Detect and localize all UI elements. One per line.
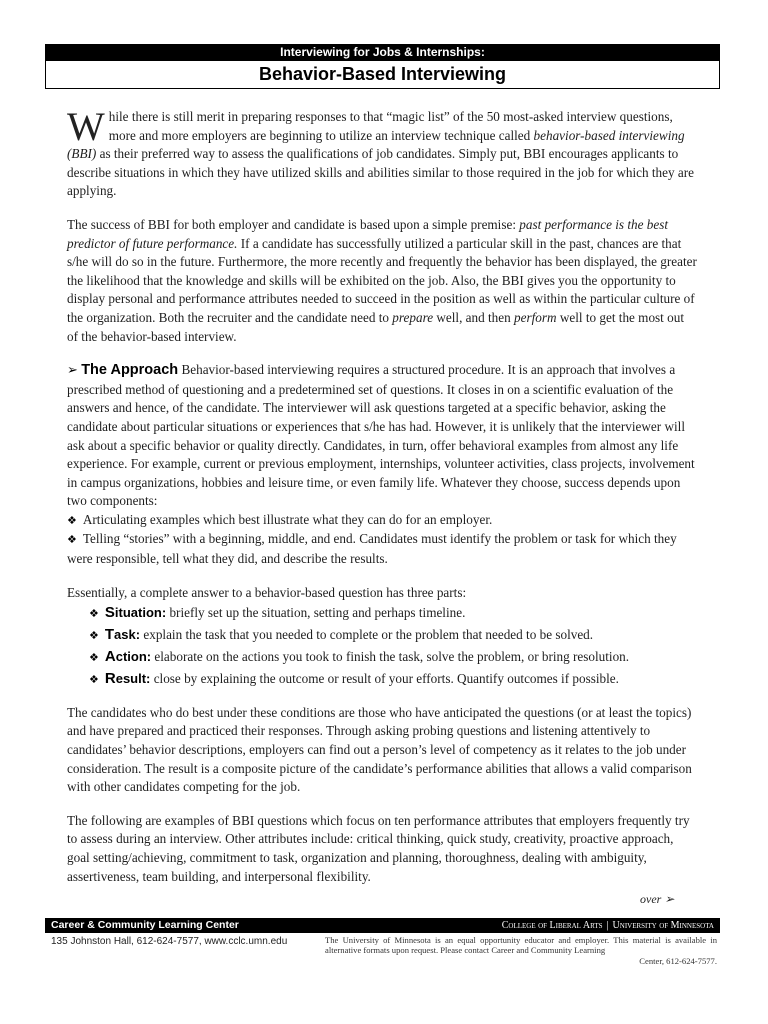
star-key [105,649,151,664]
star-key-rest: ituation: [114,605,167,621]
main-content [67,104,697,901]
star-item-situation [89,604,697,624]
footer [45,918,720,978]
drop-cap: W [67,104,105,149]
star-key-rest: ask: [114,627,141,643]
approach-text: Behavior-based interviewing requires a structured procedure. It is an approach that involves a prescribed method of questioning and a predetermined set of questions. It closes in on a scientific evaluation of the answers and hence, of the candidate. The interviewer will ask questions targeted at a specific behavior, asking the candidate about particular situations or experiences that s/he has had. However, it is unlikely that the interviewer will ask about a specific behavior or quality directly. Candidates, in turn, offer behavioral examples from almost any life experience. For example, current or previous employment, internships, volunteer activities, class projects, involvement in campus organizations, hobbies and leisure time, or even family life. Whatever they choose, success depends upon two components: [67,362,695,509]
diamond-bullet-icon: ❖ [89,673,99,687]
divider: | [606,920,609,931]
premise-text: well to get the most out of the behavior-based interview. [67,309,684,344]
over-link[interactable]: over ➢ [640,892,675,906]
list-item [67,511,697,531]
star-key [105,627,140,642]
arrow-icon: ➢ [67,363,78,379]
diamond-bullet-icon: ❖ [67,533,77,547]
candidates-paragraph: The candidates who do best under these conditions are those who have anticipated the questions (or at least the topics) and have prepared and practiced their responses. Through asking probing questions and listening attentively to candidates’ behavior descriptions, employers can find out a person’s level of competency as it relates to the job under consideration. The result is a composite picture of the candidate’s performance abilities that allows a valid comparison with other candidates competing for the job. [67,704,692,795]
footer-note-text: Center, 612-624-7577. [639,955,717,966]
star-intro: Essentially, a complete answer to a behavior-based question has three parts: [67,584,467,600]
diamond-bullet-icon: ❖ [89,607,99,621]
college-name: College of Liberal Arts [501,920,603,931]
center-name: Career & Community Learning Center [51,919,239,931]
section-heading: The Approach [81,362,179,379]
premise-emphasis: past performance is the best predictor of future performance. [67,216,669,251]
star-key-rest: esult: [115,671,151,687]
star-list [89,604,697,690]
university-logo [502,918,714,933]
star-item-text: close by explaining the outcome or result of your efforts. Quantify outcomes if possible. [150,671,619,687]
star-item-action [89,648,697,668]
premise-paragraph [67,216,697,346]
star-key [105,671,151,686]
approach-paragraph [67,361,697,511]
star-key-initial: R [104,670,116,688]
university-name: University of Minnesota [612,920,714,931]
diamond-bullet-icon: ❖ [89,651,99,665]
star-item-task [89,626,697,646]
star-key-initial: A [104,648,116,666]
star-item-result [89,670,697,690]
star-key [105,605,166,620]
intro-text: as their preferred way to assess the qualifications of job candidates. Simply put, BBI encourages applicants to describe situations in which they have utilized skills and abilities similar to those required in the job for which they are applying. [67,146,694,199]
page-title: Behavior-Based Interviewing [45,61,720,89]
footer-address: 135 Johnston Hall, 612-624-7577, www.cclc.umn.edu [51,936,288,947]
premise-text: well, and then [433,309,515,325]
footer-bar [45,918,720,933]
diamond-bullet-icon: ❖ [67,513,77,527]
list-item-text: Articulating examples which best illustrate what they can do for an employer. [82,511,493,527]
examples-paragraph: The following are examples of BBI questions which focus on ten performance attributes that employers frequently try to assess during an interview. Other attributes include: critical thinking, quick study, creativity, proactive approach, goal setting/achieving, commitment to task, organization and planning, thoroughness, dealing with ambiguity, assertiveness, team building, and interpersonal flexibility. [67,812,690,884]
components-list [67,511,697,569]
footer-note [325,935,717,966]
intro-paragraph [67,104,697,201]
approach-section [67,361,697,569]
diamond-bullet-icon: ❖ [89,629,99,643]
star-item-text: explain the task that you needed to complete or the problem that needed to be solved. [140,627,594,643]
intro-text: hile there is still merit in preparing responses to that “magic list” of the 50 most-asked interview questions, more and more employers are beginning to utilize an interview technique called [108,109,673,143]
star-key-initial: S [104,604,115,622]
star-key-rest: ction: [115,649,152,665]
star-item-text: elaborate on the actions you took to finish the task, solve the problem, or bring resolution. [151,649,630,665]
list-item [67,530,697,568]
star-key-initial: T [104,626,115,644]
premise-text: The success of BBI for both employer and candidate is based upon a simple premise: [67,216,520,232]
prepare-emphasis: prepare [392,309,434,325]
list-item-text: Telling “stories” with a beginning, middle, and end. Candidates must identify the problem or task for which they were responsible, tell what they did, and describe the results. [67,531,677,567]
intro-emphasis: behavior-based interviewing (BBI) [67,127,685,162]
header-subtitle: Interviewing for Jobs & Internships: [45,44,720,61]
premise-text: If a candidate has successfully utilized a particular skill in the past, chances are that s/he will do so in the future. Furthermore, the more recently and frequently the behavior has been displayed, the greater the likelihood that the knowledge and skills will be exhibited on the job. Also, the BBI gives you the opportunity to display personal and performance attributes needed to succeed in the position as well as within the particular culture of the organization. Both the recruiter and the candidate need to [67,235,697,325]
star-item-text: briefly set up the situation, setting and perhaps timeline. [166,605,466,621]
footer-note-text: The University of Minnesota is an equal opportunity educator and employer. This material is available in alternative formats upon request. Please contact Career and Community Learning [325,935,717,956]
perform-emphasis: perform [514,309,557,325]
document-header [45,44,720,89]
